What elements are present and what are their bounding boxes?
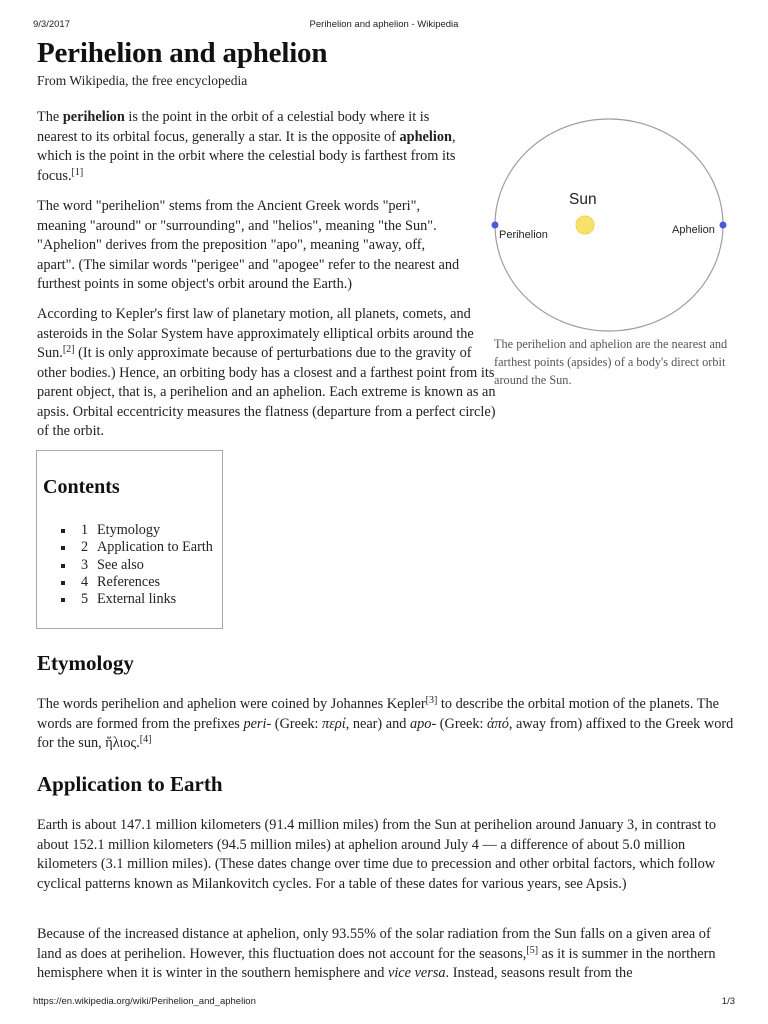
ref-5-link[interactable]: [5] (526, 944, 539, 956)
bullet-icon (61, 529, 65, 533)
perihelion-point (492, 222, 499, 229)
earth-paragraph-2: Because of the increased distance at aphelion, only 93.55% of the solar radiation from the Sun falls on a given area of land as does at perihelion. However, this fluctuation does not account for the seasons,[5] as it is summer in the northern hemisphere when it is winter in the southern hemisphere and vice versa. Instead, seasons result from the (37, 926, 716, 981)
toc-item-application-to-earth[interactable]: 2 Application to Earth (61, 539, 213, 556)
intro-paragraph-3: According to Kepler's first law of planetary motion, all planets, comets, and asteroids in the Solar System have approximately elliptical orbits around the Sun.[2] (It is only approximate because of perturbations due to the gravity of other bodies.) Hence, an orbiting body has a closest and a farthest point from its parent object, that is, a perihelion and an aphelion. Each extreme is known as an apsis. Orbital eccentricity measures the flatness (departure from a perfect circle) of the orbit. (37, 306, 496, 439)
orbit-figure (490, 113, 735, 398)
toc-title: Contents (43, 476, 120, 498)
page-url[interactable]: https://en.wikipedia.org/wiki/Perihelion_and_aphelion (33, 996, 256, 1007)
sun-icon (576, 216, 594, 234)
etymology-paragraph: The words perihelion and aphelion were coined by Johannes Kepler[3] to describe the orbital motion of the planets. The words are formed from the prefixes peri- (Greek: περί, near) and apo- (Greek: ἀπό, away from) affixed to the Greek word for the sun, ἥλιος.[4] (37, 695, 734, 751)
perihelion-label: Perihelion (499, 229, 548, 241)
ref-1-link[interactable]: [1] (71, 166, 84, 178)
bullet-icon (61, 546, 65, 550)
perihelion-term: perihelion (62, 109, 125, 125)
tagline: From Wikipedia, the free encyclopedia (37, 73, 248, 88)
bullet-icon (61, 564, 65, 568)
ref-2-link[interactable]: [2] (62, 344, 75, 355)
application-to-earth-heading: Application to Earth (37, 772, 223, 796)
toc-item-etymology[interactable]: 1 Etymology (61, 522, 213, 539)
page-number: 1/3 (721, 996, 735, 1007)
etymology-heading: Etymology (37, 651, 134, 675)
ref-4-link[interactable]: [4] (139, 734, 152, 745)
page-title: Perihelion and aphelion (37, 37, 328, 69)
figure-caption: The perihelion and aphelion are the nearest and farthest points (apsides) of a body's direct orbit around the Sun. (494, 337, 728, 387)
aphelion-label: Aphelion (672, 224, 715, 236)
bullet-icon (61, 581, 65, 585)
bullet-icon (61, 598, 65, 602)
intro-paragraph-2: The word "perihelion" stems from the Ancient Greek words "peri", meaning "around" or "surrounding", and "helios", meaning "the Sun". "Aphelion" derives from the preposition "apo", meaning "away, off, apart". (The similar words "perigee" and "apogee" refer to the nearest and furthest points in some object's orbit around the Earth.) (37, 198, 460, 292)
toc-item-references[interactable]: 4 References (61, 574, 213, 591)
toc-list (61, 522, 213, 608)
aphelion-point (720, 222, 727, 229)
table-of-contents (36, 450, 223, 629)
ref-3-link[interactable]: [3] (425, 695, 438, 706)
sun-label: Sun (569, 191, 597, 208)
toc-item-external-links[interactable]: 5 External links (61, 591, 213, 608)
toc-item-see-also[interactable]: 3 See also (61, 557, 213, 574)
intro-paragraph-1: The perihelion is the point in the orbit of a celestial body where it is nearest to its orbital focus, generally a star. It is the opposite of aphelion, which is the point in the orbit where the celestial body is farthest from its focus.[1] (37, 109, 456, 184)
aphelion-term: aphelion (399, 128, 452, 145)
print-date: 9/3/2017 (33, 19, 70, 30)
earth-paragraph-1: Earth is about 147.1 million kilometers (91.4 million miles) from the Sun at perihelion around January 3, in contrast to about 152.1 million kilometers (94.5 million miles) at aphelion around July 4 — a difference of about 5.0 million kilometers (3.1 million miles). (These dates change over time due to precession and other orbital factors, which follow cyclical patterns known as Milankovitch cycles. For a table of these dates for various years, see Apsis.) (37, 817, 716, 892)
print-page-title: Perihelion and aphelion - Wikipedia (309, 19, 459, 30)
